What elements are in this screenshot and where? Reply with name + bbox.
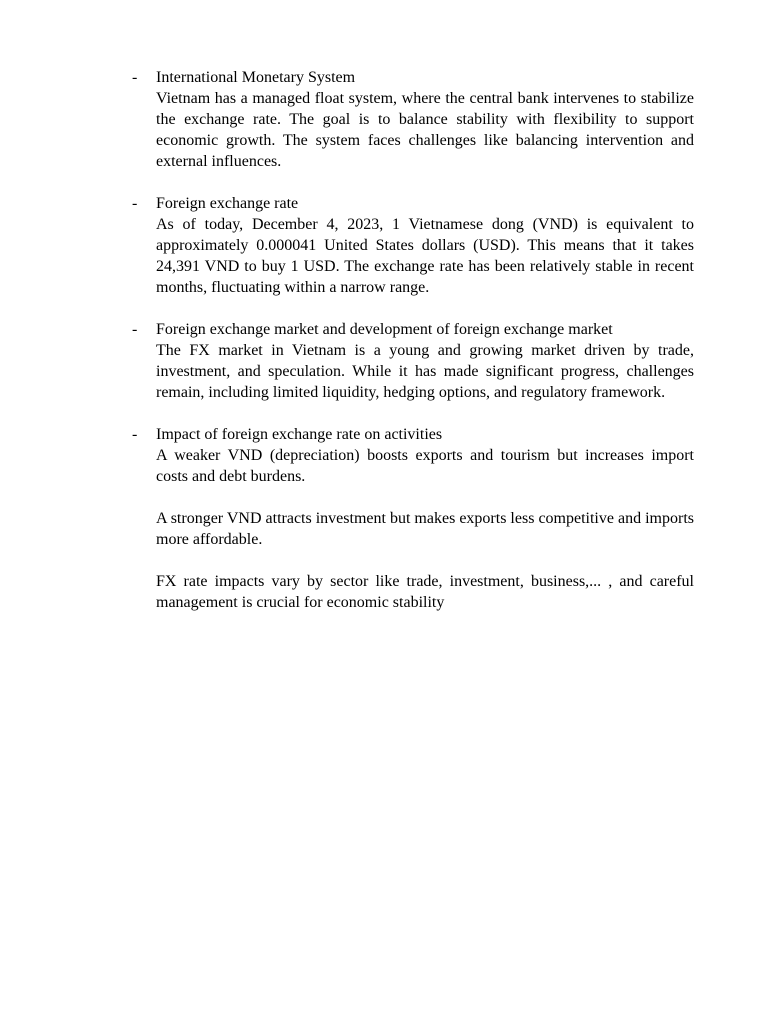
section-paragraph: As of today, December 4, 2023, 1 Vietnamese dong (VND) is equivalent to approximately 0.000041 United States dollars (USD). This means that it takes 24,391 VND to buy 1 USD. The exchange rate has been relatively stable in recent months, fluctuating within a narrow range.: [156, 216, 694, 296]
section-paragraph: Vietnam has a managed float system, where the central bank intervenes to stabilize the exchange rate. The goal is to balance stability with flexibility to support economic growth. The system faces challenges like balancing intervention and external influences.: [156, 90, 694, 170]
document-body: [132, 67, 694, 634]
section-paragraph: A weaker VND (depreciation) boosts exports and tourism but increases import costs and debt burdens.: [156, 447, 694, 485]
section-paragraph: FX rate impacts vary by sector like trade, investment, business,... , and careful management is crucial for economic stability: [156, 573, 694, 611]
bullet-dash: -: [132, 69, 138, 86]
section-fx-market-development: [132, 319, 694, 403]
section-paragraph: The FX market in Vietnam is a young and growing market driven by trade, investment, and speculation. While it has made significant progress, challenges remain, including limited liquidity, hedging options, and regulatory framework.: [156, 342, 694, 401]
bullet-dash: -: [132, 321, 138, 338]
section-foreign-exchange-rate: [132, 193, 694, 298]
bullet-dash: -: [132, 195, 138, 212]
section-heading: Foreign exchange rate: [156, 195, 299, 212]
section-heading: Impact of foreign exchange rate on activities: [156, 426, 443, 443]
section-heading: International Monetary System: [156, 69, 356, 86]
section-impact-of-fx-rate: [132, 424, 694, 613]
bullet-dash: -: [132, 426, 138, 443]
section-paragraph: A stronger VND attracts investment but makes exports less competitive and imports more affordable.: [156, 510, 694, 548]
section-heading: Foreign exchange market and development of foreign exchange market: [156, 321, 613, 338]
section-international-monetary-system: [132, 67, 694, 172]
